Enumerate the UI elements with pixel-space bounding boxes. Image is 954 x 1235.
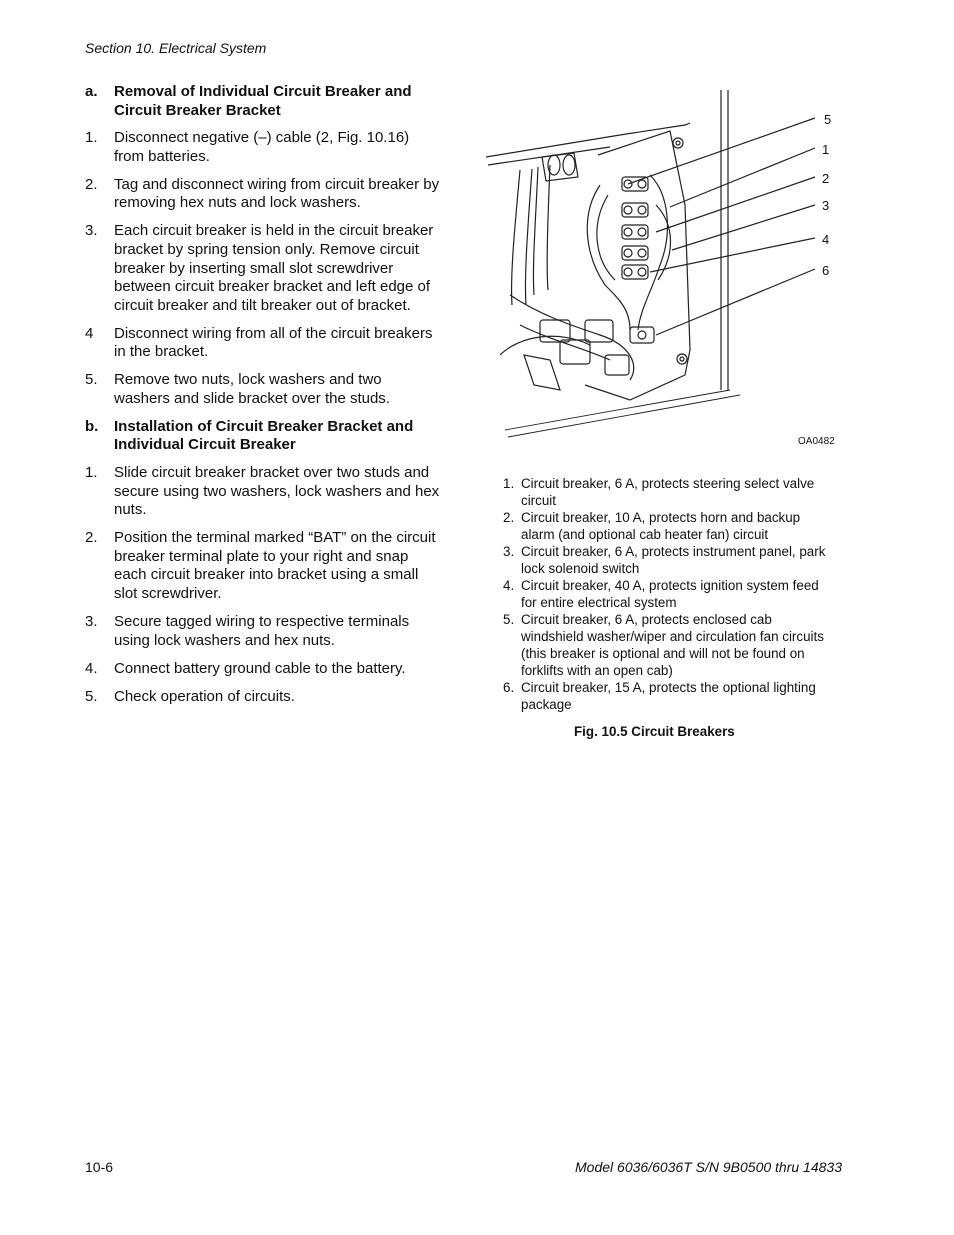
step-text: Slide circuit breaker bracket over two studs and secure using two washers, lock washers and hex nuts.	[114, 464, 440, 519]
installation-step	[85, 464, 440, 520]
legend-text: Circuit breaker, 15 A, protects the optional lighting package	[521, 680, 816, 712]
step-number: 3.	[85, 612, 98, 630]
circuit-breaker-figure	[480, 85, 850, 455]
legend-text: Circuit breaker, 6 A, protects steering select valve circuit	[521, 476, 815, 508]
step-text: Tag and disconnect wiring from circuit breaker by removing hex nuts and lock washers.	[114, 175, 440, 212]
step-text: Check operation of circuits.	[114, 687, 295, 705]
step-text: Position the terminal marked “BAT” on the circuit breaker terminal plate to your right and snap each circuit breaker into bracket using a small slot screwdriver.	[114, 529, 436, 602]
removal-step	[85, 222, 440, 315]
legend-number: 2.	[503, 510, 515, 525]
installation-step	[85, 660, 440, 679]
removal-step	[85, 129, 440, 166]
callout-label: 3	[822, 198, 830, 213]
removal-heading-label: a.	[85, 83, 98, 100]
legend-item	[503, 577, 833, 611]
legend-item	[503, 509, 833, 543]
step-text: Secure tagged wiring to respective terminals using lock washers and hex nuts.	[114, 612, 410, 649]
legend-number: 6.	[503, 680, 515, 695]
legend-item	[503, 543, 833, 577]
legend-item	[503, 475, 833, 509]
step-text: Remove two nuts, lock washers and two washers and slide bracket over the studs.	[114, 371, 390, 407]
figure-caption: Fig. 10.5 Circuit Breakers	[574, 724, 735, 739]
installation-heading-title: Installation of Circuit Breaker Bracket and Individual Circuit Breaker	[114, 417, 414, 454]
page-number: 10-6	[85, 1159, 114, 1175]
callout-label: 4	[822, 232, 830, 247]
legend-number: 5.	[503, 612, 515, 627]
legend-text: Circuit breaker, 6 A, protects instrument panel, park lock solenoid switch	[521, 544, 826, 576]
figure-legend	[503, 475, 833, 713]
removal-heading	[85, 83, 440, 120]
installation-step	[85, 688, 440, 707]
step-number: 4	[85, 324, 94, 342]
callout-label: 1	[822, 142, 830, 157]
installation-heading	[85, 418, 440, 455]
step-number: 5.	[85, 687, 98, 705]
procedure-column	[85, 83, 440, 716]
step-number: 2.	[85, 175, 98, 193]
legend-item	[503, 611, 833, 679]
legend-number: 4.	[503, 578, 515, 593]
legend-text: Circuit breaker, 6 A, protects enclosed cab windshield washer/wiper and circulation fan circuits (this breaker is optional and will not be found on forklifts with an open cab)	[521, 612, 824, 678]
installation-step	[85, 529, 440, 603]
step-number: 4.	[85, 659, 98, 677]
callout-label: 5	[824, 112, 832, 127]
step-number: 2.	[85, 529, 98, 547]
step-text: Disconnect negative (–) cable (2, Fig. 10.16) from batteries.	[114, 129, 410, 165]
callout-label: 2	[822, 171, 830, 186]
figure-code: OA0482	[798, 436, 835, 447]
section-header: Section 10. Electrical System	[85, 40, 267, 56]
step-number: 1.	[85, 129, 98, 147]
removal-step	[85, 325, 440, 362]
legend-number: 3.	[503, 544, 515, 559]
legend-text: Circuit breaker, 10 A, protects horn and backup alarm (and optional cab heater fan) circuit	[521, 510, 801, 542]
step-number: 1.	[85, 464, 98, 482]
removal-step	[85, 176, 440, 213]
step-number: 5.	[85, 371, 98, 389]
legend-text: Circuit breaker, 40 A, protects ignition system feed for entire electrical system	[521, 578, 819, 610]
removal-heading-title: Removal of Individual Circuit Breaker and Circuit Breaker Bracket	[114, 83, 412, 119]
step-text: Each circuit breaker is held in the circuit breaker bracket by spring tension only. Remove circuit breaker by inserting small slot screwdriver between circuit breaker bracket and left edge of circuit breaker and tilt breaker out of bracket.	[114, 222, 434, 314]
removal-step	[85, 371, 440, 408]
callout-label: 6	[822, 263, 830, 278]
installation-heading-label: b.	[85, 417, 99, 435]
model-footer: Model 6036/6036T S/N 9B0500 thru 14833	[575, 1159, 842, 1175]
legend-number: 1.	[503, 476, 515, 491]
step-text: Connect battery ground cable to the battery.	[114, 659, 406, 677]
circuit-breaker-illustration	[480, 85, 850, 455]
step-text: Disconnect wiring from all of the circuit breakers in the bracket.	[114, 324, 433, 361]
legend-item	[503, 679, 833, 713]
step-number: 3.	[85, 222, 98, 240]
installation-step	[85, 613, 440, 650]
